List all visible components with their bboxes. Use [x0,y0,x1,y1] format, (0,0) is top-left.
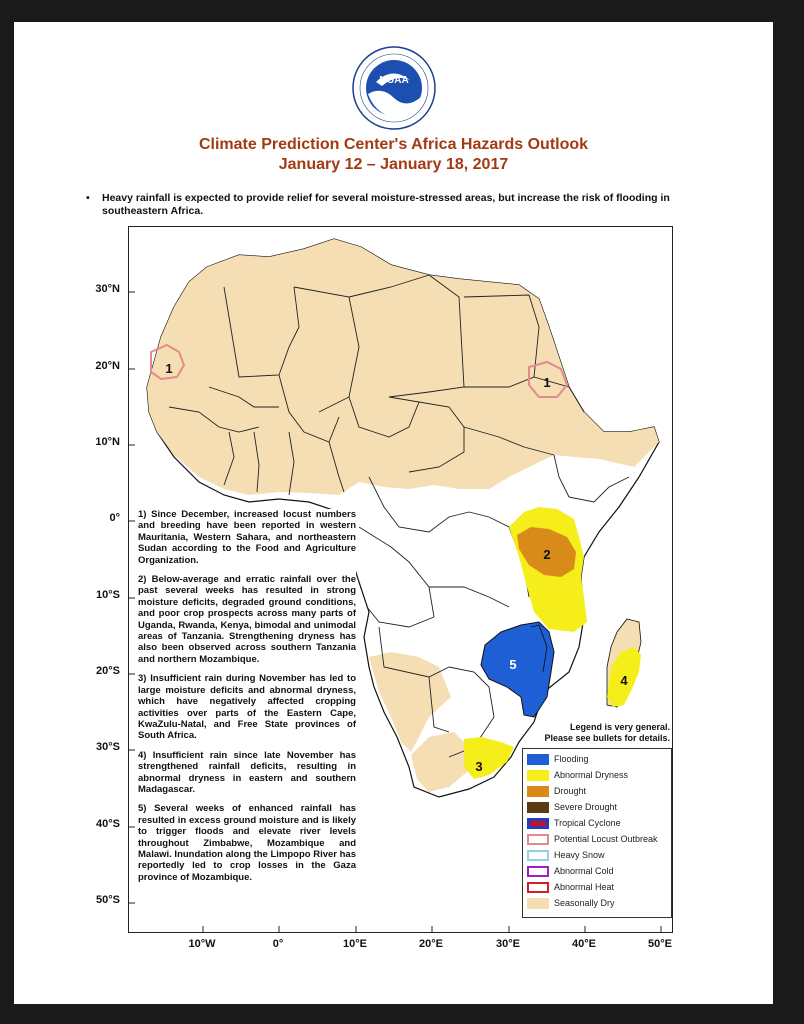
hazard-notes [138,509,356,891]
legend-label: Seasonally Dry [554,898,615,908]
legend-item-abnormal-heat [527,880,614,894]
legend-label: Tropical Cyclone [554,818,621,828]
legend-item-flooding [527,752,589,766]
note-5: 5) Several weeks of enhanced rainfall has resulted in excess ground moisture and is likely to trigger floods and elevate river levels throughout Zimbabwe, Mozambique and Malawi. Inundation along the Limpopo River has reportedly led to crop losses in the Gaza province of Mozambique. [138,803,356,883]
zone-label-4: 4 [620,673,628,688]
lon-tick-40e: 40°E [572,938,596,950]
legend-item-severe-drought [527,800,617,814]
legend-swatch-abnormal-cold [527,866,549,877]
summary-bullet [86,192,682,218]
legend-swatch-abnormal-dryness [527,770,549,781]
lat-tick-40s: 40°S [96,818,120,830]
noaa-logo-text: NOAA [379,75,409,86]
lat-tick-30s: 30°S [96,741,120,753]
lon-tick-30e: 30°E [496,938,520,950]
legend-swatch-flooding [527,754,549,765]
lat-tick-0: 0° [109,512,120,524]
legend-note [534,722,670,744]
noaa-logo [352,46,436,130]
lat-tick-20n: 20°N [95,360,120,372]
lat-tick-10s: 10°S [96,589,120,601]
lat-tick-10n: 10°N [95,436,120,448]
note-2: 2) Below-average and erratic rainfall over the past several weeks has resulted in strong moisture deficits, degraded ground conditions, and poor crop prospects across many parts of Uganda, Rwanda, Kenya, bimodal and unimodal areas of Tanzania. Strengthening dryness has also been observed across southern Tanzania and northern Mozambique. [138,574,356,665]
legend-swatch-seasonally-dry [527,898,549,909]
legend-item-locust [527,832,658,846]
lat-tick-50s: 50°S [96,894,120,906]
lat-tick-30n: 30°N [95,283,120,295]
legend-item-abnormal-cold [527,864,614,878]
legend-item-tropical-cyclone [527,816,621,830]
legend-label: Abnormal Dryness [554,770,629,780]
legend-swatch-heavy-snow [527,850,549,861]
legend-label: Abnormal Heat [554,882,615,892]
zone-label-1-west: 1 [165,361,173,376]
legend-item-drought [527,784,586,798]
bullet-symbol: • [86,192,90,204]
zone-label-3: 3 [475,759,483,774]
note-4: 4) Insufficient rain since late November has strengthened rainfall deficits, resulting in abnormal dryness in eastern and southern Madagascar. [138,749,356,795]
legend-label: Drought [554,786,587,796]
legend-swatch-drought [527,786,549,797]
legend-swatch-tropical-cyclone [527,818,549,829]
lon-tick-0: 0° [272,938,284,950]
page-title [14,135,773,175]
outlook-page [14,22,773,1004]
title-line-1: Climate Prediction Center's Africa Hazards Outlook [198,136,589,153]
lon-tick-10e: 10°E [343,938,367,950]
legend-label: Flooding [554,754,589,764]
bullet-text: Heavy rainfall is expected to provide relief for several moisture-stressed areas, but increase the risk of flooding in southeastern Africa. [102,192,670,217]
zone-label-1-east: 1 [543,375,551,390]
legend-swatch-locust [527,834,549,845]
lon-tick-20e: 20°E [419,938,443,950]
legend-swatch-severe-drought [527,802,549,813]
map-legend [522,748,672,918]
legend-note-line-1: Legend is very general. [569,722,670,732]
lat-tick-20s: 20°S [96,665,120,677]
legend-label: Potential Locust Outbreak [554,834,658,844]
note-1: 1) Since December, increased locust numbers and breeding have been reported in western Mauritania, Western Sahara, and northeastern Sudan according to the Food and Agriculture Organization. [138,509,356,566]
legend-label: Abnormal Cold [554,866,614,876]
zone-label-5: 5 [509,657,517,672]
title-line-2: January 12 – January 18, 2017 [278,156,509,173]
legend-swatch-abnormal-heat [527,882,549,893]
note-3: 3) Insufficient rain during November has led to large moisture deficits and abnormal dryness, which have negatively affected cropping activities over parts of the Eastern Cape, KwaZulu-Natal, and Free State provinces of South Africa. [138,673,356,742]
zone-label-2: 2 [543,547,551,562]
legend-label: Severe Drought [554,802,618,812]
seasonally-dry-north [147,239,659,495]
legend-note-line-2: Please see bullets for details. [544,733,670,743]
lon-tick-10w: 10°W [188,938,216,950]
legend-item-abnormal-dryness [527,768,628,782]
legend-item-heavy-snow [527,848,605,862]
lon-tick-50e: 50°E [648,938,672,950]
legend-label: Heavy Snow [554,850,605,860]
legend-item-seasonally-dry [527,896,615,910]
